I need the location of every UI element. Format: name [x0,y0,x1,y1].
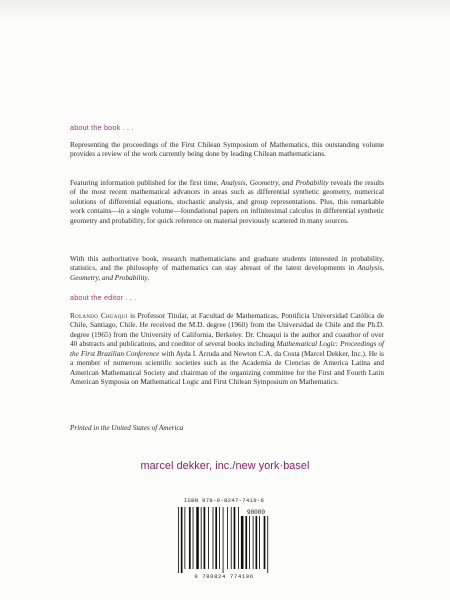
barcode-bar [264,507,266,569]
barcode-bar [223,507,224,573]
about-editor-paragraph [70,311,384,387]
barcode-bar [267,507,268,573]
paragraph-2-body: reveals the results of the most recent mathematical advances in areas such as differential synthetic geometry, numerical solutions of differential equations, stochastic analysis, and group representations. Plus, this remarkable work contains—in a single volume—foundational papers on infinitesimal calculus in differential synthetic geometry and probability, for quick reference on material previously scattered in many sources. [70,178,385,225]
barcode-bar [204,507,206,569]
editor-bio-2: with Ayda I. Arruda and Newton C.A. da Costa (Marcel Dekker, Inc.). He is a member of numerous scientific societies such as the Academia de Ciencias de America Latina and American Mathematical Society and chairman of the organizing committee for the First and Fourth Latin American Symposia on Mathematical Logic and First Chilean Symposium on Mathematics. [70,348,384,387]
paragraph-3-end: . [147,272,150,282]
editor-bio-1: is Professor Titular, at Facultad de Mathematicas, Pontificia Universidad Católica de Chile, Santiago, Chile. He received the M.D. degree (1960) from the Universidad de Chile and the Ph.D. degree (1965) from the University of California, Berkeley. Dr. Chuaqui is the author and coauthor of over 40 abstracts and publications, and coeditor of several books including [70,311,385,349]
barcode-bar [196,507,199,569]
barcode-bars [176,507,272,573]
book-title: Analysis, Geometry, and Probability [220,178,329,187]
barcode-bar [241,507,244,569]
barcode-bar [249,507,250,569]
barcode-bar [189,507,191,569]
about-book-paragraph-3 [70,254,384,282]
about-editor-heading: about the editor . . . [70,293,137,302]
paragraph-2-intro: Featuring information published for the first time, [70,178,221,187]
barcode-addon-price: 90000 [246,509,266,516]
barcode-bar [181,507,183,573]
barcode-bar [259,507,260,569]
top-shadow-band [0,0,450,22]
barcode-bar [208,507,209,569]
barcode-bar [193,507,194,569]
editor-name: Rolando Chuaqui [70,311,128,320]
barcode-bar [256,507,258,569]
about-book-paragraph-2 [70,178,384,225]
barcode-bar [238,507,239,569]
paragraph-3-intro: With this authoritative book, research mathematicians and graduate students interested in probability, statistics, and the philosophy of mathematics can stay abreast of the latest developments in [70,254,384,273]
barcode [176,497,272,589]
about-book-heading: about the book . . . [70,123,134,132]
barcode-bar [201,507,202,569]
barcode-bar [231,507,232,569]
barcode-bar [213,507,214,569]
printed-in-usa: Printed in the United States of America [70,424,184,432]
barcode-bar [253,507,254,569]
barcode-bar [219,507,220,569]
barcode-bar [178,507,179,573]
book-title: Analysis, Geometry, and Probability [70,263,384,282]
barcode-bar [245,507,247,569]
barcode-bar [227,507,228,569]
barcode-bar [215,507,217,569]
isbn-label: ISBN 978-0-8247-7419-6 [183,497,265,504]
about-book-paragraph-1: Representing the proceedings of the First Chilean Symposium of Mathematics, this outstanding volume provides a review of the work currently being done by leading Chilean mathematicians. [70,140,384,159]
barcode-digits: 9 780824 774196 [194,573,254,580]
barcode-bar [234,507,236,569]
publisher-imprint: marcel dekker, inc./new york·basel [140,460,310,472]
barcode-bar [184,507,185,569]
editor-book-title: Mathematical Logic: Proceedings of the First Brazilian Conference [70,339,384,358]
